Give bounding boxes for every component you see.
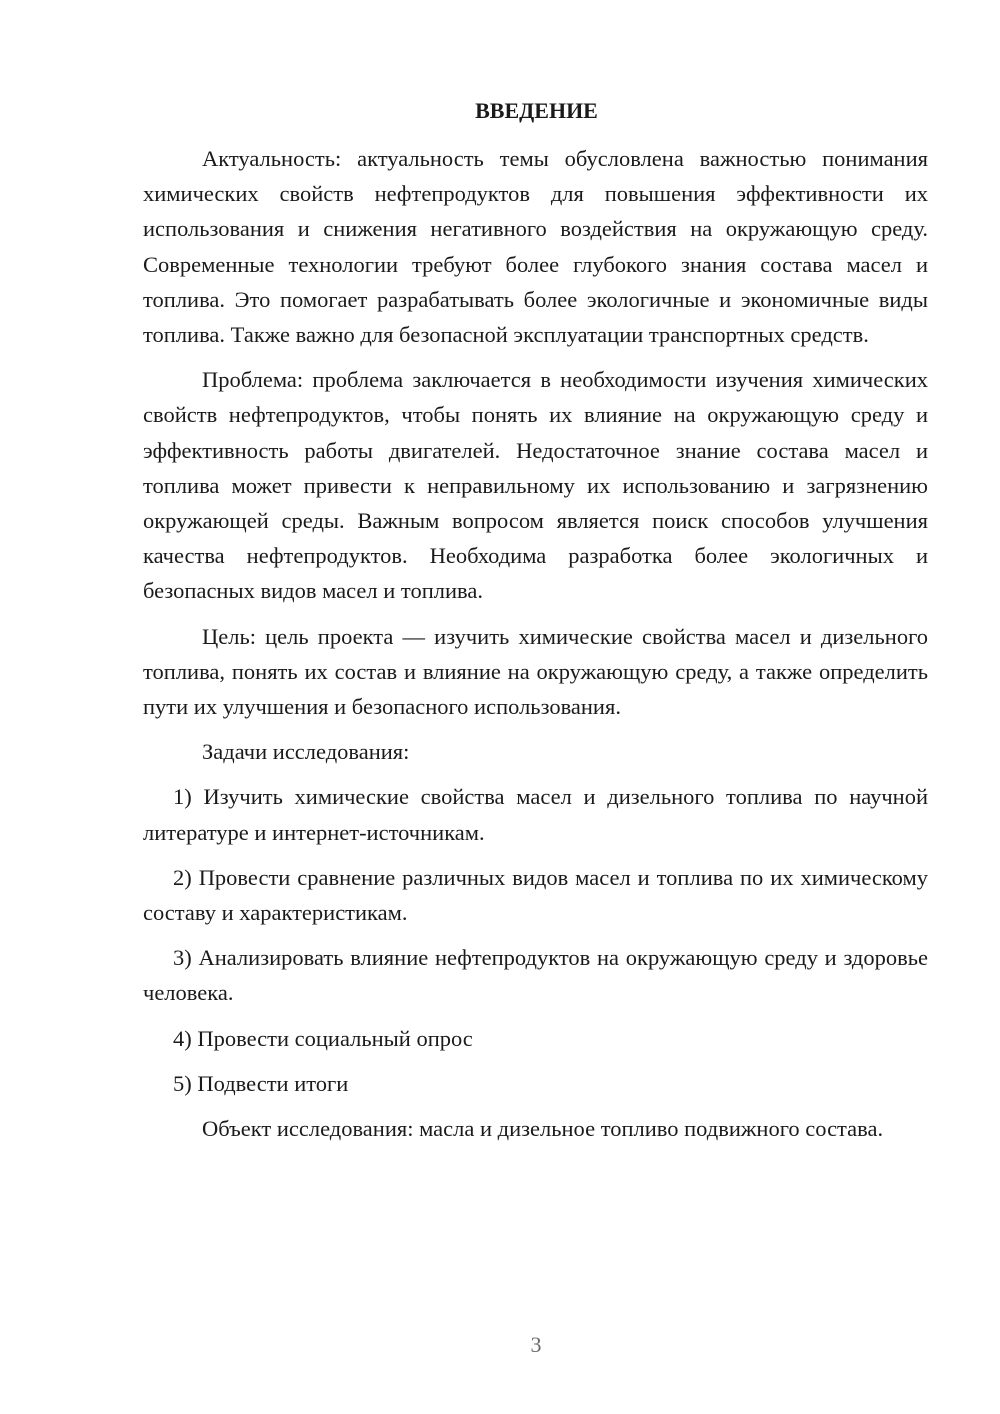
problem-paragraph: Проблема: проблема заключается в необходимости изучения химических свойств нефтепродуктов, чтобы понять их влияние на окружающую среду и эффективность работы двигателей. Недостаточное знание состава масел и топлива может привести к неправильному их использованию и загрязнению окружающей среды. Важным вопросом является поиск способов улучшения качества нефтепродуктов. Необходима разработка более экологичных и безопасных видов масел и топлива. xyxy=(143,367,928,604)
relevance-paragraph: Актуальность: актуальность темы обусловлена важностью понимания химических свойств нефтепродуктов для повышения эффективности их использования и снижения негативного воздействия на окружающую среду. Современные технологии требуют более глубокого знания состава масел и топлива. Это помогает разрабатывать более экологичные и экономичные виды топлива. Также важно для безопасной эксплуатации транспортных средств. xyxy=(143,146,928,348)
task-item-2: 2) Провести сравнение различных видов масел и топлива по их химическому составу и характеристикам. xyxy=(143,864,928,926)
section-title: ВВЕДЕНИЕ xyxy=(475,98,598,123)
tasks-heading: Задачи исследования: xyxy=(202,739,410,765)
page-content xyxy=(143,95,928,1156)
task-item-4: 4) Провести социальный опрос xyxy=(173,1025,473,1051)
task-item-1: 1) Изучить химические свойства масел и дизельного топлива по научной литературе и интернет-источникам. xyxy=(143,784,928,845)
page-number: 3 xyxy=(530,1332,542,1357)
goal-paragraph: Цель: цель проекта — изучить химические свойства масел и дизельного топлива, понять их состав и влияние на окружающую среду, а также определить пути их улучшения и безопасного использования. xyxy=(143,623,928,720)
task-item-5: 5) Подвести итоги xyxy=(173,1070,349,1096)
object-paragraph: Объект исследования: масла и дизельное топливо подвижного состава. xyxy=(202,1116,884,1142)
task-item-3: 3) Анализировать влияние нефтепродуктов на окружающую среду и здоровье человека. xyxy=(143,945,928,1006)
